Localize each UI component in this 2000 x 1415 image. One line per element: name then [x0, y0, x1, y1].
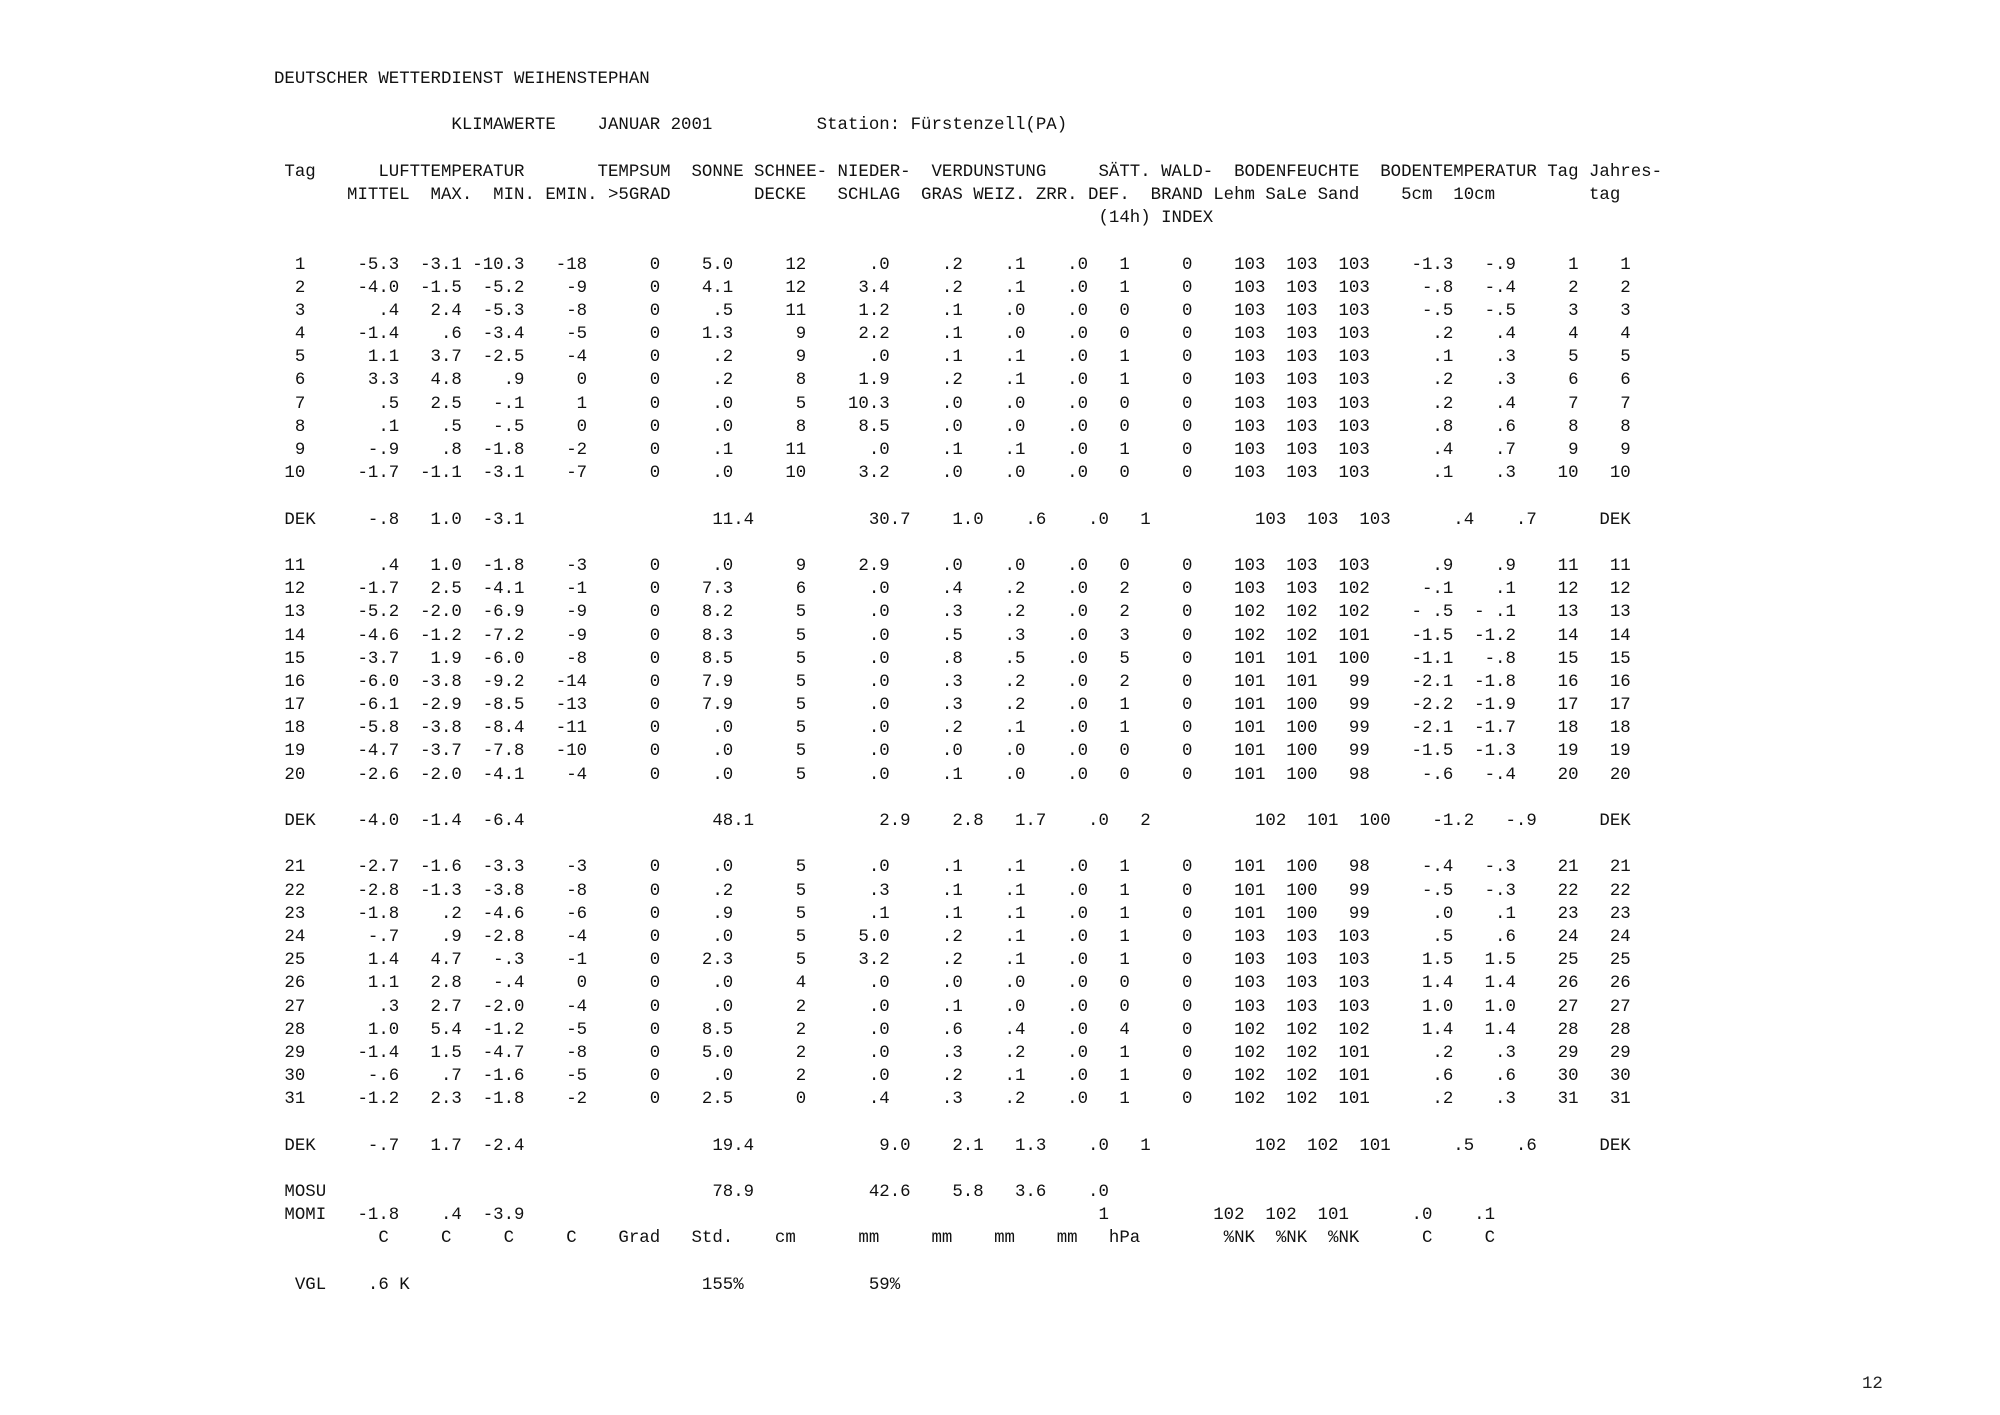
report-line: (14h) INDEX	[274, 209, 1214, 229]
report-line: 18 -5.8 -3.8 -8.4 -11 0 .0 5 .0 .2 .1 .0 1 0 101 100 99 -2.1 -1.7 18 18	[274, 719, 1631, 739]
report-line: 4 -1.4 .6 -3.4 -5 0 1.3 9 2.2 .1 .0 .0 0 0 103 103 103 .2 .4 4 4	[274, 325, 1631, 345]
report-header: DEUTSCHER WETTERDIENST WEIHENSTEPHAN	[274, 70, 650, 89]
report-line: MITTEL MAX. MIN. EMIN. >5GRAD DECKE SCHLAG GRAS WEIZ. ZRR. DEF. BRAND Lehm SaLe Sand 5cm 10cm tag	[274, 185, 1621, 205]
report-line: 7 .5 2.5 -.1 1 0 .0 5 10.3 .0 .0 .0 0 0 103 103 103 .2 .4 7 7	[274, 394, 1631, 414]
report-line: C C C C Grad Std. cm mm mm mm mm hPa %NK %NK %NK C C	[274, 1229, 1496, 1249]
report-line: 3 .4 2.4 -5.3 -8 0 .5 11 1.2 .1 .0 .0 0 0 103 103 103 -.5 -.5 3 3	[274, 301, 1631, 321]
report-line: 6 3.3 4.8 .9 0 0 .2 8 1.9 .2 .1 .0 1 0 103 103 103 .2 .3 6 6	[274, 371, 1631, 391]
report-line: 19 -4.7 -3.7 -7.8 -10 0 .0 5 .0 .0 .0 .0 0 0 101 100 99 -1.5 -1.3 19 19	[274, 742, 1631, 762]
report-title: KLIMAWERTE JANUAR 2001 Station: Fürstenzell(PA)	[274, 116, 1068, 136]
report-line: DEK -.8 1.0 -3.1 11.4 30.7 1.0 .6 .0 1 103 103 103 .4 .7 DEK	[274, 510, 1631, 530]
report-line: 12 -1.7 2.5 -4.1 -1 0 7.3 6 .0 .4 .2 .0 2 0 103 103 102 -.1 .1 12 12	[274, 580, 1631, 600]
report-line: 24 -.7 .9 -2.8 -4 0 .0 5 5.0 .2 .1 .0 1 0 103 103 103 .5 .6 24 24	[274, 927, 1631, 947]
report-line	[274, 91, 1662, 114]
report-line: MOMI -1.8 .4 -3.9 1 102 102 101 .0 .1	[274, 1206, 1496, 1226]
report-line: 1 -5.3 -3.1 -10.3 -18 0 5.0 12 .0 .2 .1 .0 1 0 103 103 103 -1.3 -.9 1 1	[274, 255, 1631, 275]
report-line: 31 -1.2 2.3 -1.8 -2 0 2.5 0 .4 .3 .2 .0 1 0 102 102 101 .2 .3 31 31	[274, 1090, 1631, 1110]
report-line	[274, 833, 1662, 856]
report-line: 27 .3 2.7 -2.0 -4 0 .0 2 .0 .1 .0 .0 0 0 103 103 103 1.0 1.0 27 27	[274, 997, 1631, 1017]
report-line: 26 1.1 2.8 -.4 0 0 .0 4 .0 .0 .0 .0 0 0 103 103 103 1.4 1.4 26 26	[274, 974, 1631, 994]
report-line: 25 1.4 4.7 -.3 -1 0 2.3 5 3.2 .2 .1 .0 1 0 103 103 103 1.5 1.5 25 25	[274, 951, 1631, 971]
report-line: 29 -1.4 1.5 -4.7 -8 0 5.0 2 .0 .3 .2 .0 1 0 102 102 101 .2 .3 29 29	[274, 1043, 1631, 1063]
report-line: 14 -4.6 -1.2 -7.2 -9 0 8.3 5 .0 .5 .3 .0 3 0 102 102 101 -1.5 -1.2 14 14	[274, 626, 1631, 646]
report-line	[274, 532, 1662, 555]
report-line	[274, 485, 1662, 508]
report-line: 28 1.0 5.4 -1.2 -5 0 8.5 2 .0 .6 .4 .0 4 0 102 102 102 1.4 1.4 28 28	[274, 1020, 1631, 1040]
report-line: 11 .4 1.0 -1.8 -3 0 .0 9 2.9 .0 .0 .0 0 0 103 103 103 .9 .9 11 11	[274, 556, 1631, 576]
report-line: 30 -.6 .7 -1.6 -5 0 .0 2 .0 .2 .1 .0 1 0 102 102 101 .6 .6 30 30	[274, 1067, 1631, 1087]
report-line: 8 .1 .5 -.5 0 0 .0 8 8.5 .0 .0 .0 0 0 103 103 103 .8 .6 8 8	[274, 417, 1631, 437]
report-line: 2 -4.0 -1.5 -5.2 -9 0 4.1 12 3.4 .2 .1 .0 1 0 103 103 103 -.8 -.4 2 2	[274, 278, 1631, 298]
report-line: 22 -2.8 -1.3 -3.8 -8 0 .2 5 .3 .1 .1 .0 1 0 101 100 99 -.5 -.3 22 22	[274, 881, 1631, 901]
report-line: 9 -.9 .8 -1.8 -2 0 .1 11 .0 .1 .1 .0 1 0 103 103 103 .4 .7 9 9	[274, 441, 1631, 460]
report-line: 23 -1.8 .2 -4.6 -6 0 .9 5 .1 .1 .1 .0 1 0 101 100 99 .0 .1 23 23	[274, 904, 1631, 924]
report-line: 17 -6.1 -2.9 -8.5 -13 0 7.9 5 .0 .3 .2 .0 1 0 101 100 99 -2.2 -1.9 17 17	[274, 696, 1631, 716]
report-line: 20 -2.6 -2.0 -4.1 -4 0 .0 5 .0 .1 .0 .0 0 0 101 100 98 -.6 -.4 20 20	[274, 765, 1631, 785]
report-line: 21 -2.7 -1.6 -3.3 -3 0 .0 5 .0 .1 .1 .0 1 0 101 100 98 -.4 -.3 21 21	[274, 858, 1631, 878]
report-line	[274, 1158, 1662, 1181]
report-line: 10 -1.7 -1.1 -3.1 -7 0 .0 10 3.2 .0 .0 .0 0 0 103 103 103 .1 .3 10 10	[274, 464, 1631, 484]
report-line: VGL .6 K 155% 59%	[274, 1275, 901, 1295]
report-line: DEK -.7 1.7 -2.4 19.4 9.0 2.1 1.3 .0 1 102 102 101 .5 .6 DEK	[274, 1136, 1631, 1156]
climate-report	[274, 68, 1662, 1297]
report-line: MOSU 78.9 42.6 5.8 3.6 .0	[274, 1183, 1109, 1202]
report-line: 16 -6.0 -3.8 -9.2 -14 0 7.9 5 .0 .3 .2 .0 2 0 101 101 99 -2.1 -1.8 16 16	[274, 672, 1631, 692]
report-line	[274, 1111, 1662, 1134]
report-line	[274, 138, 1662, 161]
report-line: 15 -3.7 1.9 -6.0 -8 0 8.5 5 .0 .8 .5 .0 5 0 101 101 100 -1.1 -.8 15 15	[274, 649, 1631, 669]
report-line	[274, 230, 1662, 253]
report-line: 13 -5.2 -2.0 -6.9 -9 0 8.2 5 .0 .3 .2 .0 2 0 102 102 102 - .5 - .1 13 13	[274, 603, 1631, 623]
report-line	[274, 1251, 1662, 1274]
report-line: Tag LUFTTEMPERATUR TEMPSUM SONNE SCHNEE- NIEDER- VERDUNSTUNG SÄTT. WALD- BODENFEUCHTE BODENTEMPERATUR Tag Jahres-	[274, 162, 1662, 182]
page-number: 12	[1862, 1375, 1883, 1394]
report-line: DEK -4.0 -1.4 -6.4 48.1 2.9 2.8 1.7 .0 2 102 101 100 -1.2 -.9 DEK	[274, 812, 1631, 831]
report-line	[274, 787, 1662, 810]
report-line: 5 1.1 3.7 -2.5 -4 0 .2 9 .0 .1 .1 .0 1 0 103 103 103 .1 .3 5 5	[274, 348, 1631, 368]
